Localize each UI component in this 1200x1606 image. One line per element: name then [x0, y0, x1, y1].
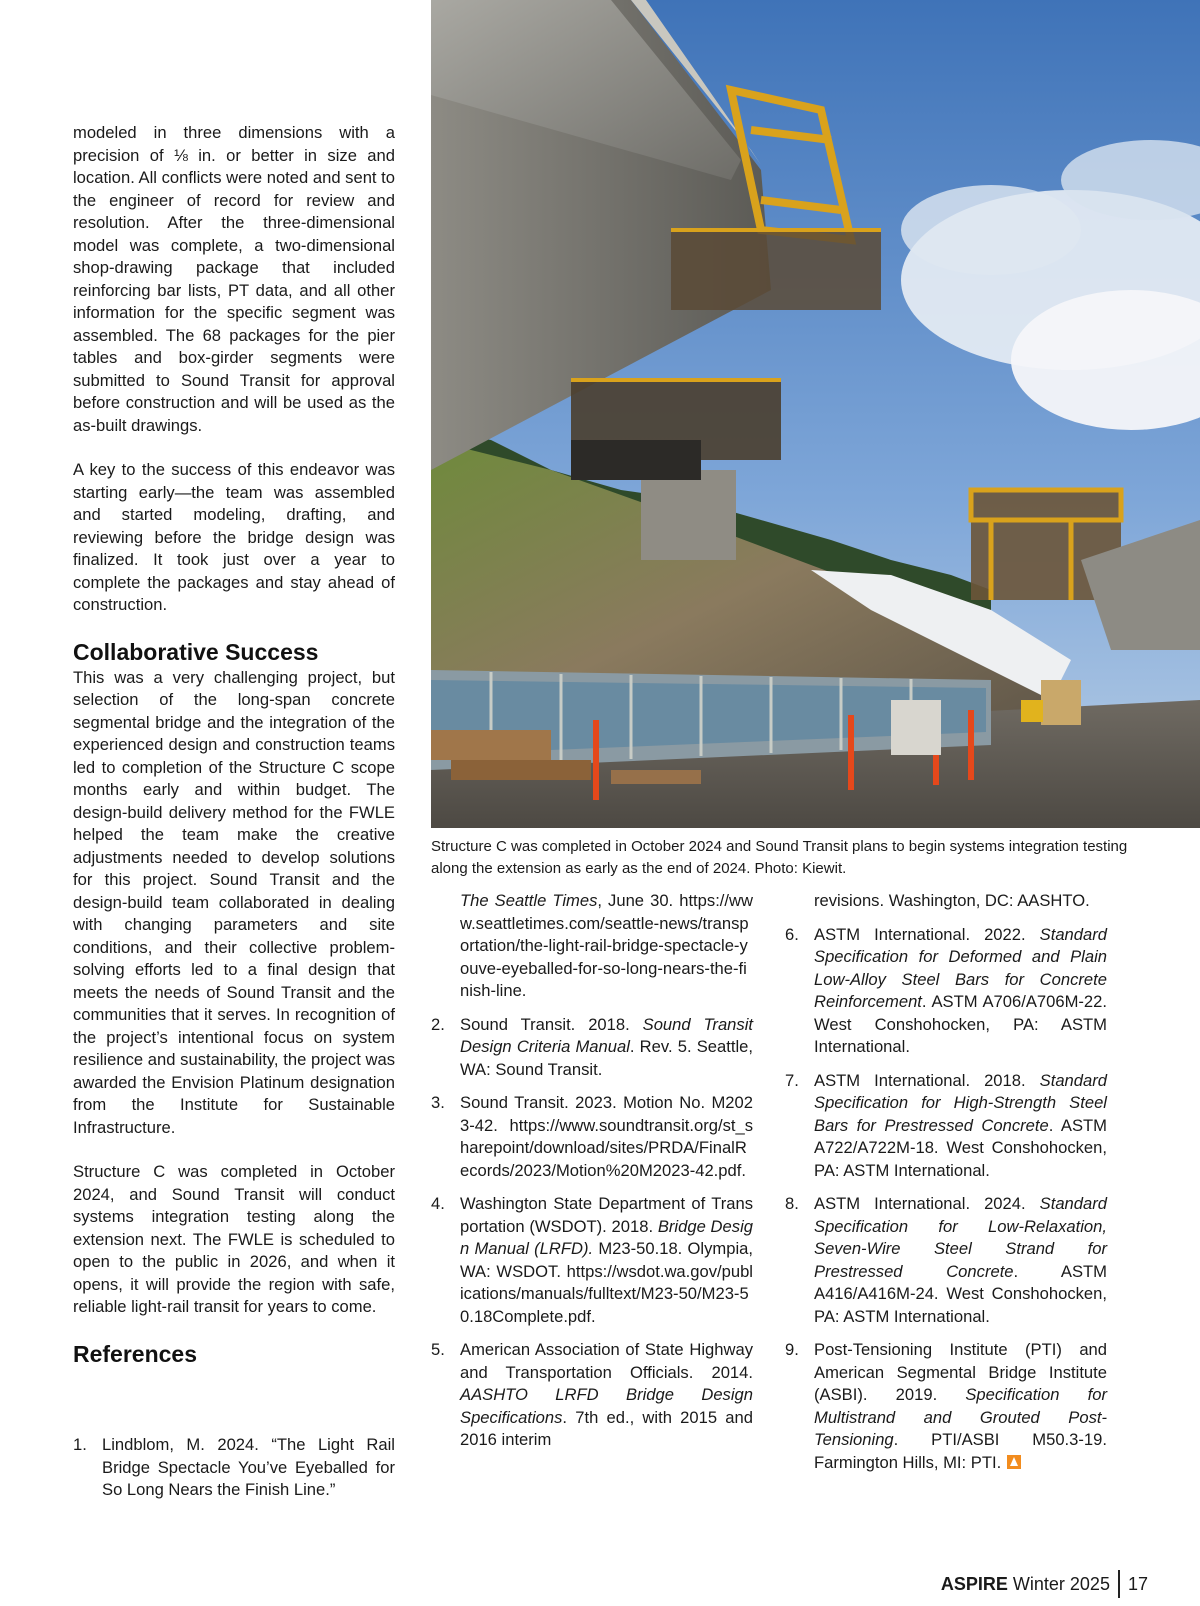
reference-text: . Rev. 5. Seattle, WA: Sound Transit. [460, 1037, 753, 1079]
reference-text: American Association of State Highway and Transportation Officials. 2014. [460, 1340, 753, 1382]
reference-number: 5. [431, 1340, 445, 1359]
reference-text: , June 30. https://www.seattletimes.com/seattle-news/transportation/the-light-rail-bridge-spectacle-youve-eyeballed-for-so-long-nears-the-finish-line. [460, 891, 753, 1000]
reference-text: Lindblom, M. 2024. “The Light Rail Bridge Spectacle You’ve Eyeballed for So Long Nears the Finish Line.” [102, 1435, 395, 1499]
reference-number: 8. [785, 1194, 799, 1213]
page-footer [941, 1570, 1148, 1598]
body-paragraph-3: This was a very challenging project, but selection of the long-span concrete segmental bridge and the integration of the experienced design and construction teams led to completion of the Structure C scope months early and within budget. The design-build delivery method for the FWLE helped the team make the creative adjustments needed to develop solutions for this project. Sound Transit and the design-build team collaborated in dealing with changing parameters and site conditions, and their collective problem-solving efforts led to a final design that meets the needs of Sound Transit and the communities that it serves. In recognition of the project’s intentional focus on system resilience and sustainability, the project was awarded the Envision Platinum designation from the Institute for Sustainable Infrastructure. [73, 667, 395, 1137]
reference-item-1 [73, 1434, 395, 1502]
reference-text: ASTM International. 2024. [814, 1194, 1040, 1213]
reference-item-2 [431, 1014, 753, 1082]
reference-number: 1. [73, 1435, 87, 1454]
reference-text: ASTM International. 2022. [814, 924, 1040, 944]
reference-text: Washington State Department of Transportation (WSDOT). 2018. [460, 1194, 753, 1236]
section-heading-collaborative-success: Collaborative Success [73, 638, 319, 665]
body-paragraph-1: modeled in three dimensions with a precision of ⅛ in. or better in size and location. All conflicts were noted and sent to the engineer of record for review and resolution. After the three-dimensional model was complete, a two-dimensional shop-drawing package that included reinforcing bar lists, PT data, and all other information for the specific segment was assembled. The 68 packages for the pier tables and box-girder segments were submitted to Sound Transit for approval before construction and will be used as the as-built drawings. [73, 123, 395, 435]
reference-number: 4. [431, 1194, 445, 1213]
photo-caption: Structure C was completed in October 2024 and Sound Transit plans to begin systems integration testing along the extension as early as the end of 2024. Photo: Kiewit. [431, 838, 1128, 877]
reference-text: Post-Tensioning Institute (PTI) and American Segmental Bridge Institute (ASBI). 2019. [814, 1340, 1107, 1404]
reference-number: 2. [431, 1014, 445, 1034]
reference-text: . 7th ed., with 2015 and 2016 interim [460, 1407, 753, 1449]
reference-item-8 [785, 1193, 1107, 1328]
left-column [73, 122, 395, 1369]
reference-italic: AASHTO LRFD Bridge Design Specifications [460, 1385, 753, 1427]
reference-italic: Specification for Multistrand and Grouted Post-Tensioning [814, 1385, 1107, 1449]
reference-list-right [785, 890, 1107, 1485]
footer-divider [1118, 1570, 1120, 1598]
reference-item-4 [431, 1193, 753, 1328]
issue-label: Winter 2025 [1012, 1574, 1110, 1594]
reference-item-7 [785, 1070, 1107, 1183]
reference-italic: Standard Specification for Deformed and Plain Low-Alloy Steel Bars for Concrete Reinforcement [814, 924, 1107, 1011]
reference-item-1-continued [431, 890, 753, 1003]
reference-number: 6. [785, 924, 799, 944]
bridge-construction-photo [431, 0, 1200, 828]
reference-item-9 [785, 1339, 1107, 1474]
reference-item-5-continued [785, 890, 1107, 913]
reference-item-6 [785, 924, 1107, 1059]
reference-italic: Sound Transit Design Criteria Manual [460, 1014, 753, 1056]
reference-italic: The Seattle Times [460, 891, 598, 910]
reference-italic: Standard Specification for High-Strength Steel Bars for Prestressed Concrete [814, 1070, 1107, 1135]
reference-text: Sound Transit. 2018. [460, 1014, 643, 1034]
reference-text: Sound Transit. 2023. Motion No. M2023-42. https://www.soundtransit.org/st_sharepoint/download/sites/PRDA/FinalRecords/2023/Motion%20M2023-42.pdf. [460, 1093, 753, 1180]
reference-item-5 [431, 1339, 753, 1452]
reference-text: revisions. Washington, DC: AASHTO. [814, 891, 1090, 910]
reference-text: . PTI/ASBI M50.3-19. Farmington Hills, MI: PTI. [814, 1430, 1107, 1472]
reference-text: . ASTM A416/A416M-24. West Conshohocken, PA: ASTM International. [814, 1261, 1107, 1326]
reference-italic: Standard Specification for Low-Relaxation, Seven-Wire Steel Strand for Prestressed Concrete [814, 1194, 1107, 1281]
body-paragraph-4: Structure C was completed in October 2024, and Sound Transit will conduct systems integration testing along the extension next. The FWLE is scheduled to open to the public in 2026, and when it opens, it will provide the region with safe, reliable light-rail transit for years to come. [73, 1162, 395, 1316]
reference-number: 3. [431, 1093, 445, 1112]
body-paragraph-2: A key to the success of this endeavor was starting early—the team was assembled and started modeling, drafting, and reviewing before the bridge design was finalized. It took just over a year to complete the packages and stay ahead of construction. [73, 460, 395, 614]
reference-text: ASTM International. 2018. [814, 1070, 1040, 1090]
section-heading-references: References [73, 1340, 198, 1367]
reference-italic: Bridge Design Manual (LRFD). [460, 1216, 753, 1258]
reference-number: 7. [785, 1070, 799, 1090]
reference-item-3 [431, 1092, 753, 1182]
reference-number: 9. [785, 1340, 799, 1359]
reference-list-left [73, 1434, 395, 1513]
magazine-name: ASPIRE [940, 1574, 1008, 1594]
reference-list-middle [431, 890, 753, 1463]
reference-text: M23-50.18. Olympia, WA: WSDOT. https://wsdot.wa.gov/publications/manuals/fulltext/M23-50/M23-50.18Complete.pdf. [460, 1239, 753, 1326]
reference-text: . ASTM A722/A722M-18. West Conshohocken, PA: ASTM International. [814, 1115, 1108, 1180]
article-end-icon [1007, 1455, 1021, 1469]
reference-text: . ASTM A706/A706M-22. West Conshohocken, PA: ASTM International. [814, 992, 1107, 1056]
page-number: 17 [1127, 1574, 1148, 1594]
